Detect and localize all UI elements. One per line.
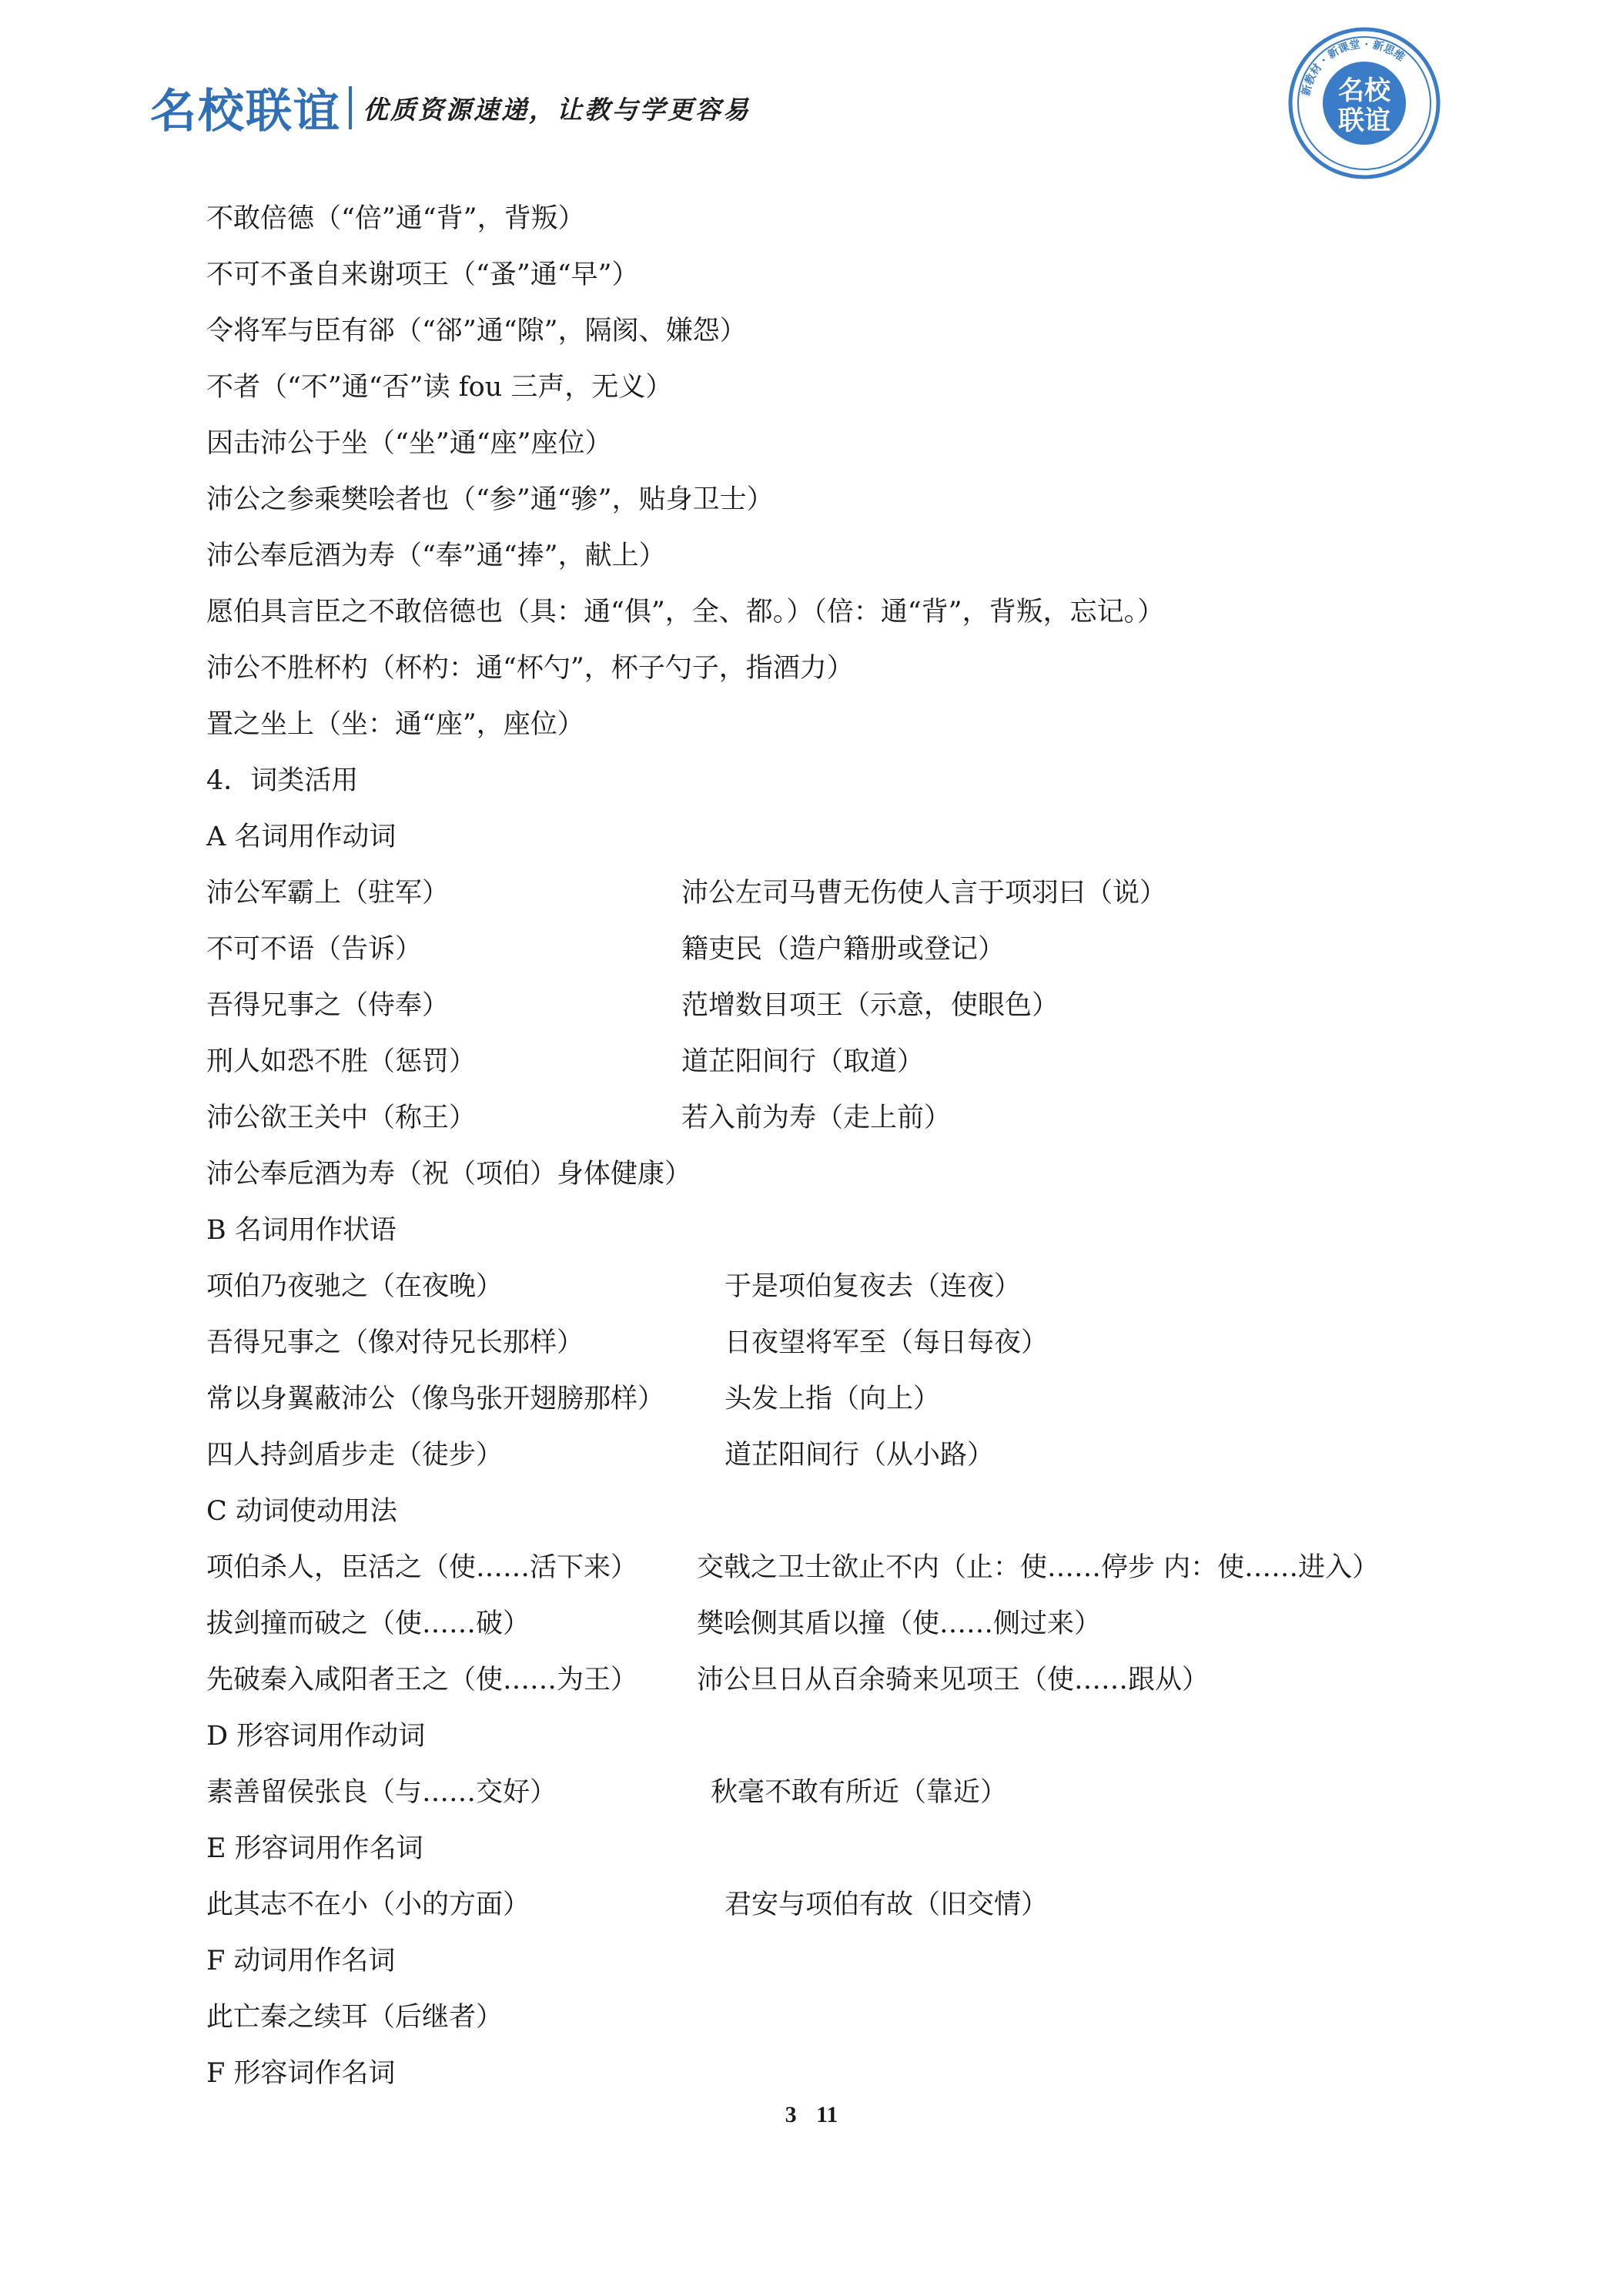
text-line: 不可不蚤自来谢项王（“蚤”通“早”）: [206, 259, 639, 290]
text-line: C 动词使动用法: [206, 1496, 397, 1527]
text-line: D 形容词用作动词: [206, 1721, 426, 1752]
text-line: 此亡秦之续耳（后继者）: [206, 2002, 504, 2033]
example-pair-line: [206, 1877, 1515, 1933]
svg-text:名校: 名校: [1338, 75, 1390, 106]
example-left: 项伯杀人，臣活之（使……活下来）: [206, 1552, 638, 1583]
example-right: 道芷阳间行（从小路）: [724, 1440, 995, 1471]
example-pair-line: [206, 1427, 1515, 1484]
example-pair-line: [206, 1540, 1515, 1596]
page-header: [150, 73, 751, 142]
page-total: 11: [816, 2102, 838, 2127]
svg-text:新教材 · 新课堂 · 新思维: 新教材 · 新课堂 · 新思维: [1300, 38, 1407, 97]
text-line: 不者（“不”通“否”读 fou 三声，无义）: [206, 372, 673, 403]
example-left: 沛公军霸上（驻军）: [206, 878, 450, 909]
example-left: 拔剑撞而破之（使……破）: [206, 1608, 530, 1639]
example-left: 此其志不在小（小的方面）: [206, 1889, 530, 1920]
example-left: 常以身翼蔽沛公（像鸟张开翅膀那样）: [206, 1384, 665, 1414]
text-line: F 形容词作名词: [206, 2058, 396, 2089]
text-line: 令将军与臣有郤（“郤”通“隙”，隔阂、嫌怨）: [206, 316, 747, 346]
example-right: 道芷阳间行（取道）: [681, 1046, 925, 1077]
example-right: 若入前为寿（走上前）: [681, 1103, 952, 1133]
example-left: 项伯乃夜驰之（在夜晚）: [206, 1271, 504, 1302]
header-slogan: 优质资源速递，让教与学更容易: [363, 94, 751, 125]
page-number: 3: [785, 2102, 797, 2127]
brand-divider: [349, 86, 352, 129]
example-pair-line: [206, 1765, 1515, 1821]
text-line: E 形容词用作名词: [206, 1833, 423, 1864]
example-pair-line: [206, 922, 1515, 978]
example-right: 樊哙侧其盾以撞（使……侧过来）: [697, 1608, 1102, 1639]
text-line: 4．词类活用: [206, 765, 359, 796]
text-line: 沛公奉卮酒为寿（祝（项伯）身体健康）: [206, 1159, 692, 1190]
seal-logo-icon: [1287, 26, 1441, 180]
text-line: 沛公奉卮酒为寿（“奉”通“捧”，献上）: [206, 541, 666, 571]
example-right: 沛公旦日从百余骑来见项王（使……跟从）: [697, 1665, 1210, 1695]
example-right: 沛公左司马曹无伤使人言于项羽曰（说）: [681, 878, 1167, 909]
example-left: 素善留侯张良（与……交好）: [206, 1777, 557, 1808]
example-right: 头发上指（向上）: [724, 1384, 941, 1414]
text-line: 愿伯具言臣之不敢倍德也（具：通“俱”，全、都。）（倍：通“背”，背叛，忘记。）: [206, 597, 1165, 628]
text-line: 置之坐上（坐：通“座”，座位）: [206, 709, 584, 740]
example-right: 秋毫不敢有所近（靠近）: [711, 1777, 1008, 1808]
page-footer: [0, 2102, 1623, 2128]
text-line: 因击沛公于坐（“坐”通“座”座位）: [206, 428, 612, 459]
example-right: 日夜望将军至（每日每夜）: [724, 1327, 1049, 1358]
example-left: 刑人如恐不胜（惩罚）: [206, 1046, 477, 1077]
example-pair-line: [206, 1090, 1515, 1146]
example-pair-line: [206, 1259, 1515, 1315]
example-left: 四人持剑盾步走（徒步）: [206, 1440, 504, 1471]
example-left: 沛公欲王关中（称王）: [206, 1103, 477, 1133]
example-pair-line: [206, 865, 1515, 922]
brand-logo-text: 名校联谊: [150, 85, 341, 139]
text-line: F 动词用作名词: [206, 1946, 396, 1976]
example-right: 于是项伯复夜去（连夜）: [724, 1271, 1022, 1302]
example-left: 不可不语（告诉）: [206, 934, 423, 965]
text-line: 沛公不胜杯杓（杯杓：通“杯勺”，杯子勺子，指酒力）: [206, 653, 854, 684]
example-right: 范增数目项王（示意，使眼色）: [681, 990, 1059, 1021]
example-pair-line: [206, 1315, 1515, 1371]
example-pair-line: [206, 978, 1515, 1034]
example-right: 交戟之卫士欲止不内（止：使……停步 内：使……进入）: [697, 1552, 1380, 1583]
example-pair-line: [206, 1371, 1515, 1427]
example-pair-line: [206, 1034, 1515, 1090]
svg-text:联谊: 联谊: [1338, 105, 1390, 136]
example-pair-line: [206, 1652, 1515, 1709]
text-line: A 名词用作动词: [206, 822, 397, 852]
example-right: 籍吏民（造户籍册或登记）: [681, 934, 1006, 965]
example-left: 吾得兄事之（侍奉）: [206, 990, 450, 1021]
text-line: 沛公之参乘樊哙者也（“参”通“骖”，贴身卫士）: [206, 484, 774, 515]
example-right: 君安与项伯有故（旧交情）: [724, 1889, 1049, 1920]
example-left: 吾得兄事之（像对待兄长那样）: [206, 1327, 584, 1358]
text-line: B 名词用作状语: [206, 1215, 397, 1246]
text-line: 不敢倍德（“倍”通“背”，背叛）: [206, 203, 585, 234]
example-left: 先破秦入咸阳者王之（使……为王）: [206, 1665, 638, 1695]
example-pair-line: [206, 1596, 1515, 1652]
document-body: [206, 191, 1515, 2102]
